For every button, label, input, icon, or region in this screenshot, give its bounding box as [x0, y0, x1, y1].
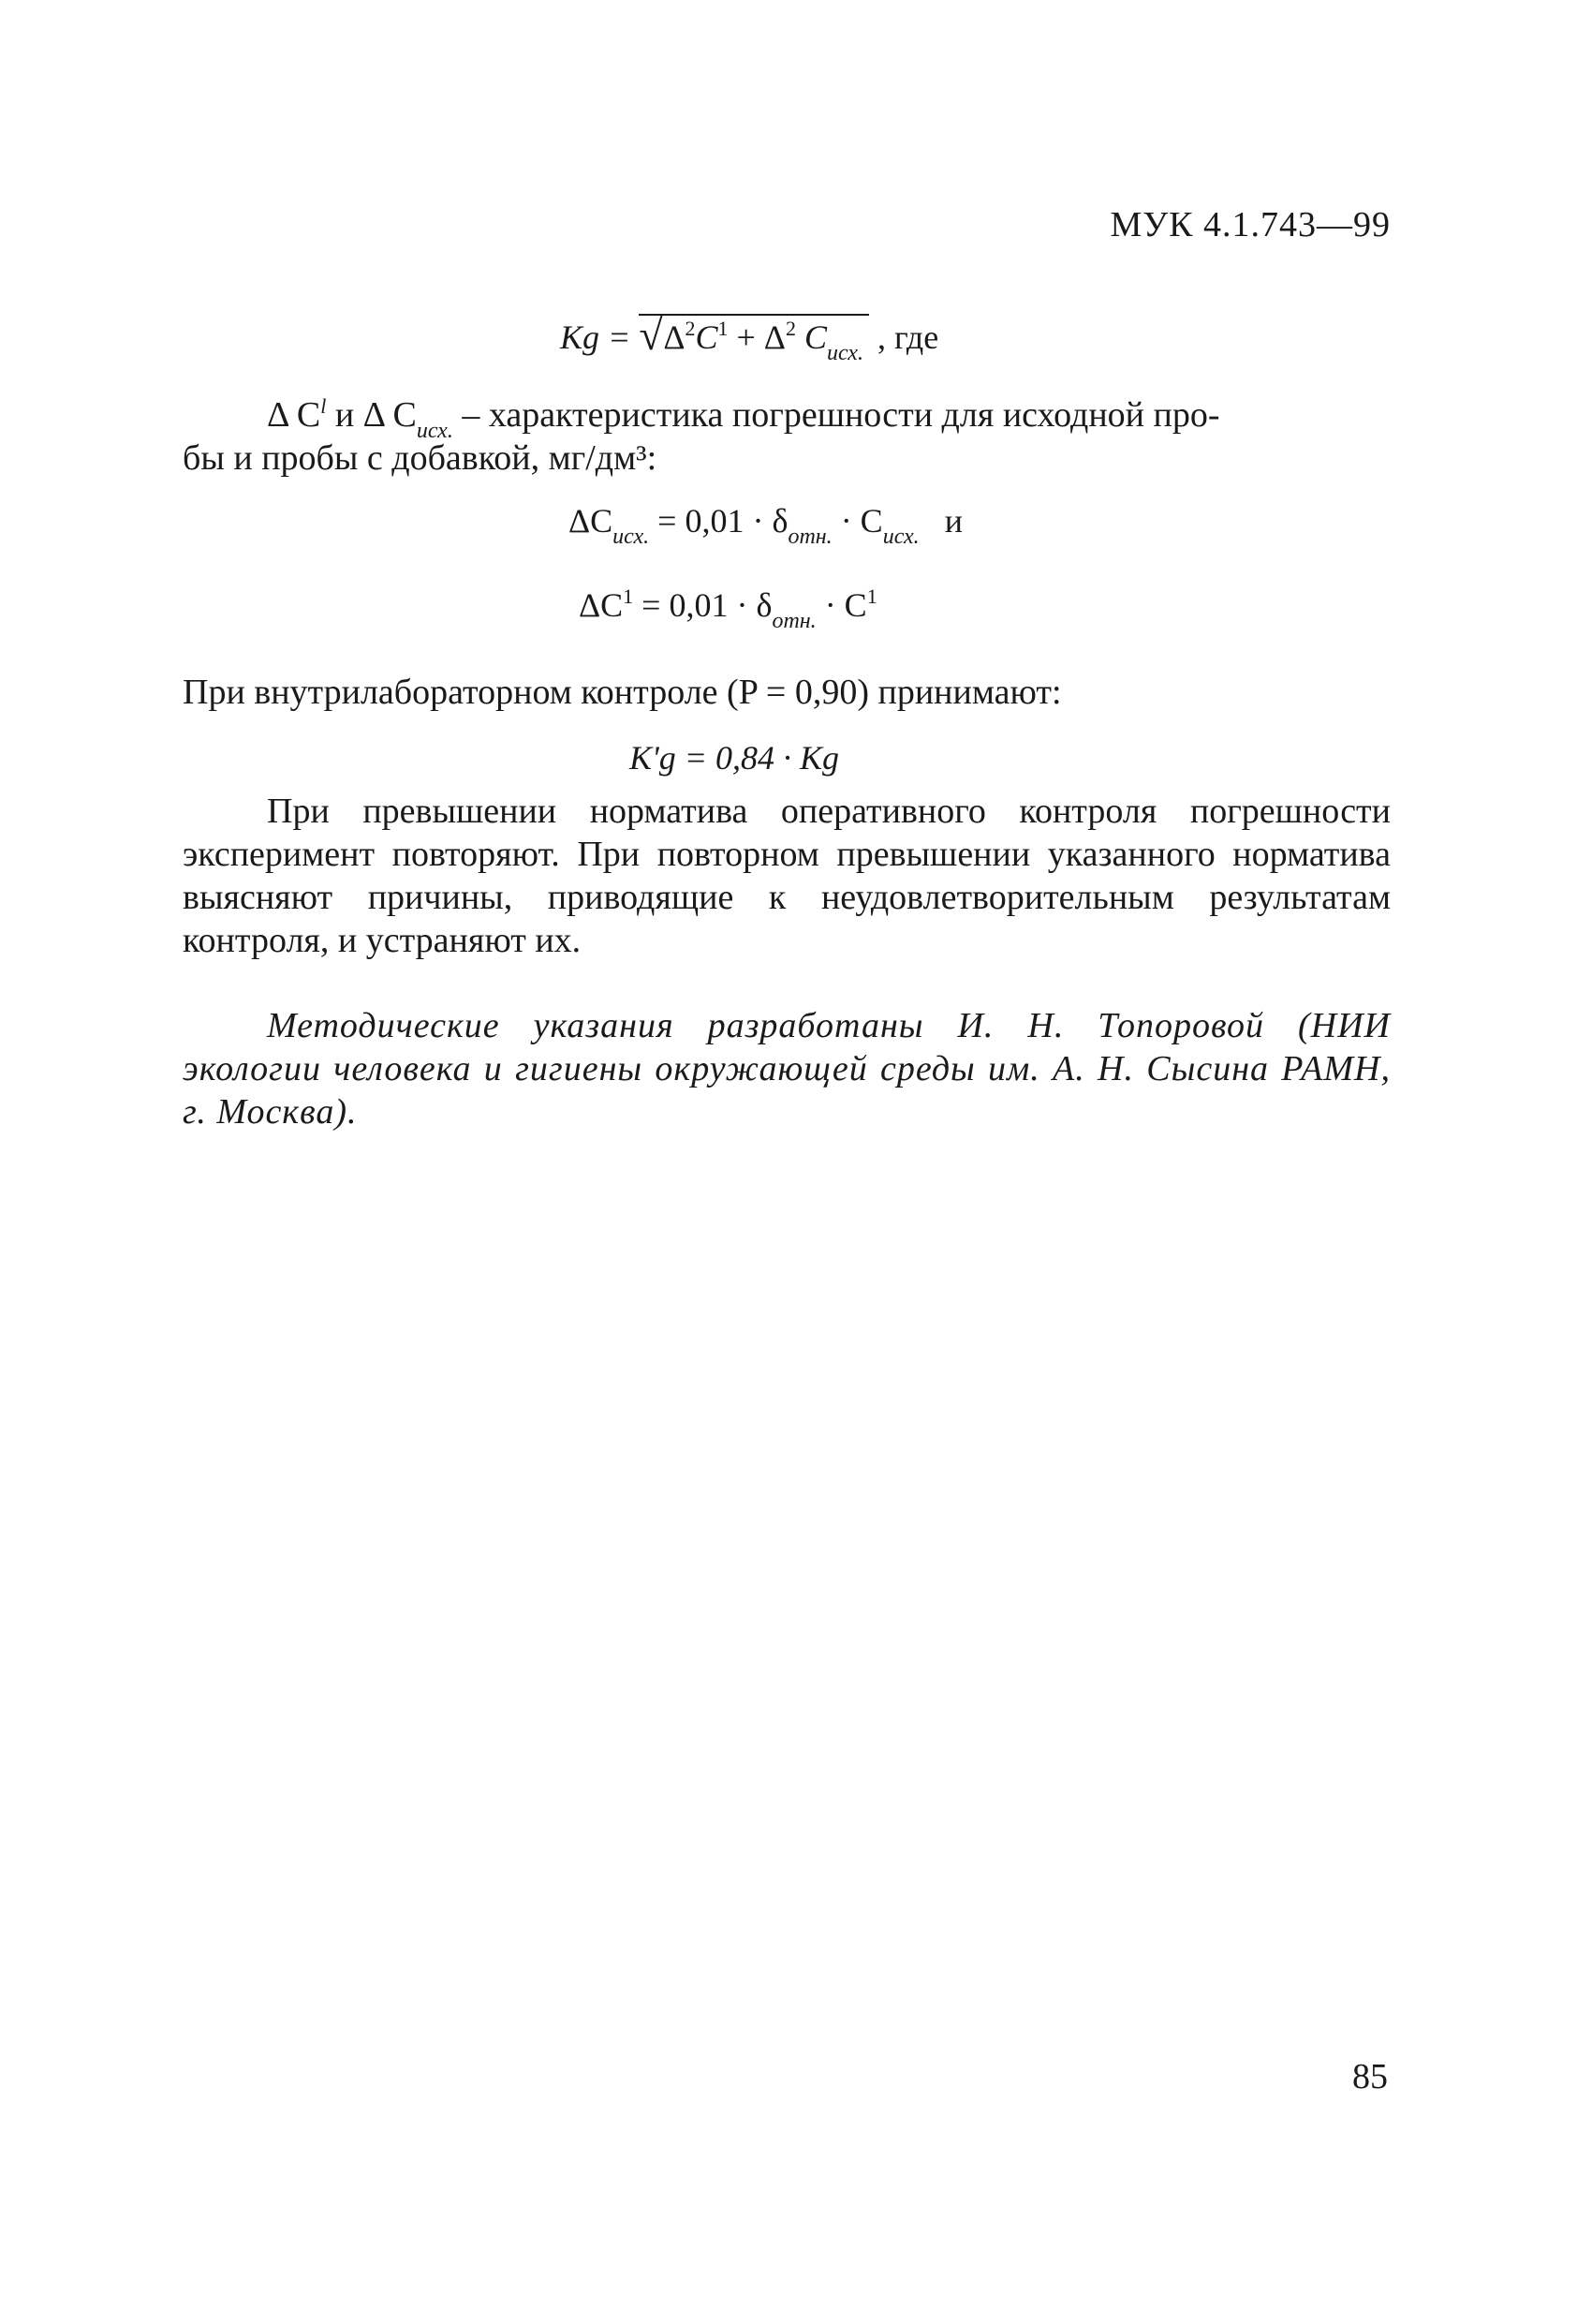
formula-kg	[560, 311, 939, 365]
credit-note: Методические указания разработаны И. Н. Топоровой (НИИ экологии человека и гигиены окружающей среды им. А. Н. Сысина РАМН, г. Москва).	[183, 1006, 1391, 1132]
formula-kprime: K'g = 0,84 · Kg	[629, 739, 840, 777]
document-id: МУК 4.1.743—99	[1110, 205, 1391, 244]
formula-delta-cisx: $\Delta C_{исх.} = 0,01 \cdot \delta_{отн.} \cdot C_{исх.}$ и	[568, 502, 963, 549]
formula-delta-c1: $\Delta C^1 = 0,01 \cdot \delta_{отн.} \cdot C^1$	[579, 585, 877, 633]
formula-kg-lhs: Kg =	[560, 318, 631, 356]
formula-kg-where: , где	[877, 318, 939, 356]
sqrt-expression: √ $\Delta^2C^1 + \Delta^2$ $C_{исх.}$	[639, 314, 869, 357]
control-line: При внутрилабораторном контроле (P = 0,90) принимают:	[183, 673, 1062, 712]
page-number: 85	[1352, 2057, 1388, 2096]
delta-definition-cont: бы и пробы с добавкой, мг/дм³:	[183, 438, 657, 478]
delta-definition: Δ $C^l$ и Δ $C_{исх.}$ – характеристика погрешности для исходной про-	[267, 394, 1220, 443]
sqrt-icon: √	[639, 311, 663, 359]
body-paragraph: При превышении норматива оперативного контроля погрешности эксперимент повторяют. При повторном превышении указанного норматива выясняют причины, приводящие к неудовлетворительным результатам контроля, и устраняют их.	[183, 792, 1391, 960]
